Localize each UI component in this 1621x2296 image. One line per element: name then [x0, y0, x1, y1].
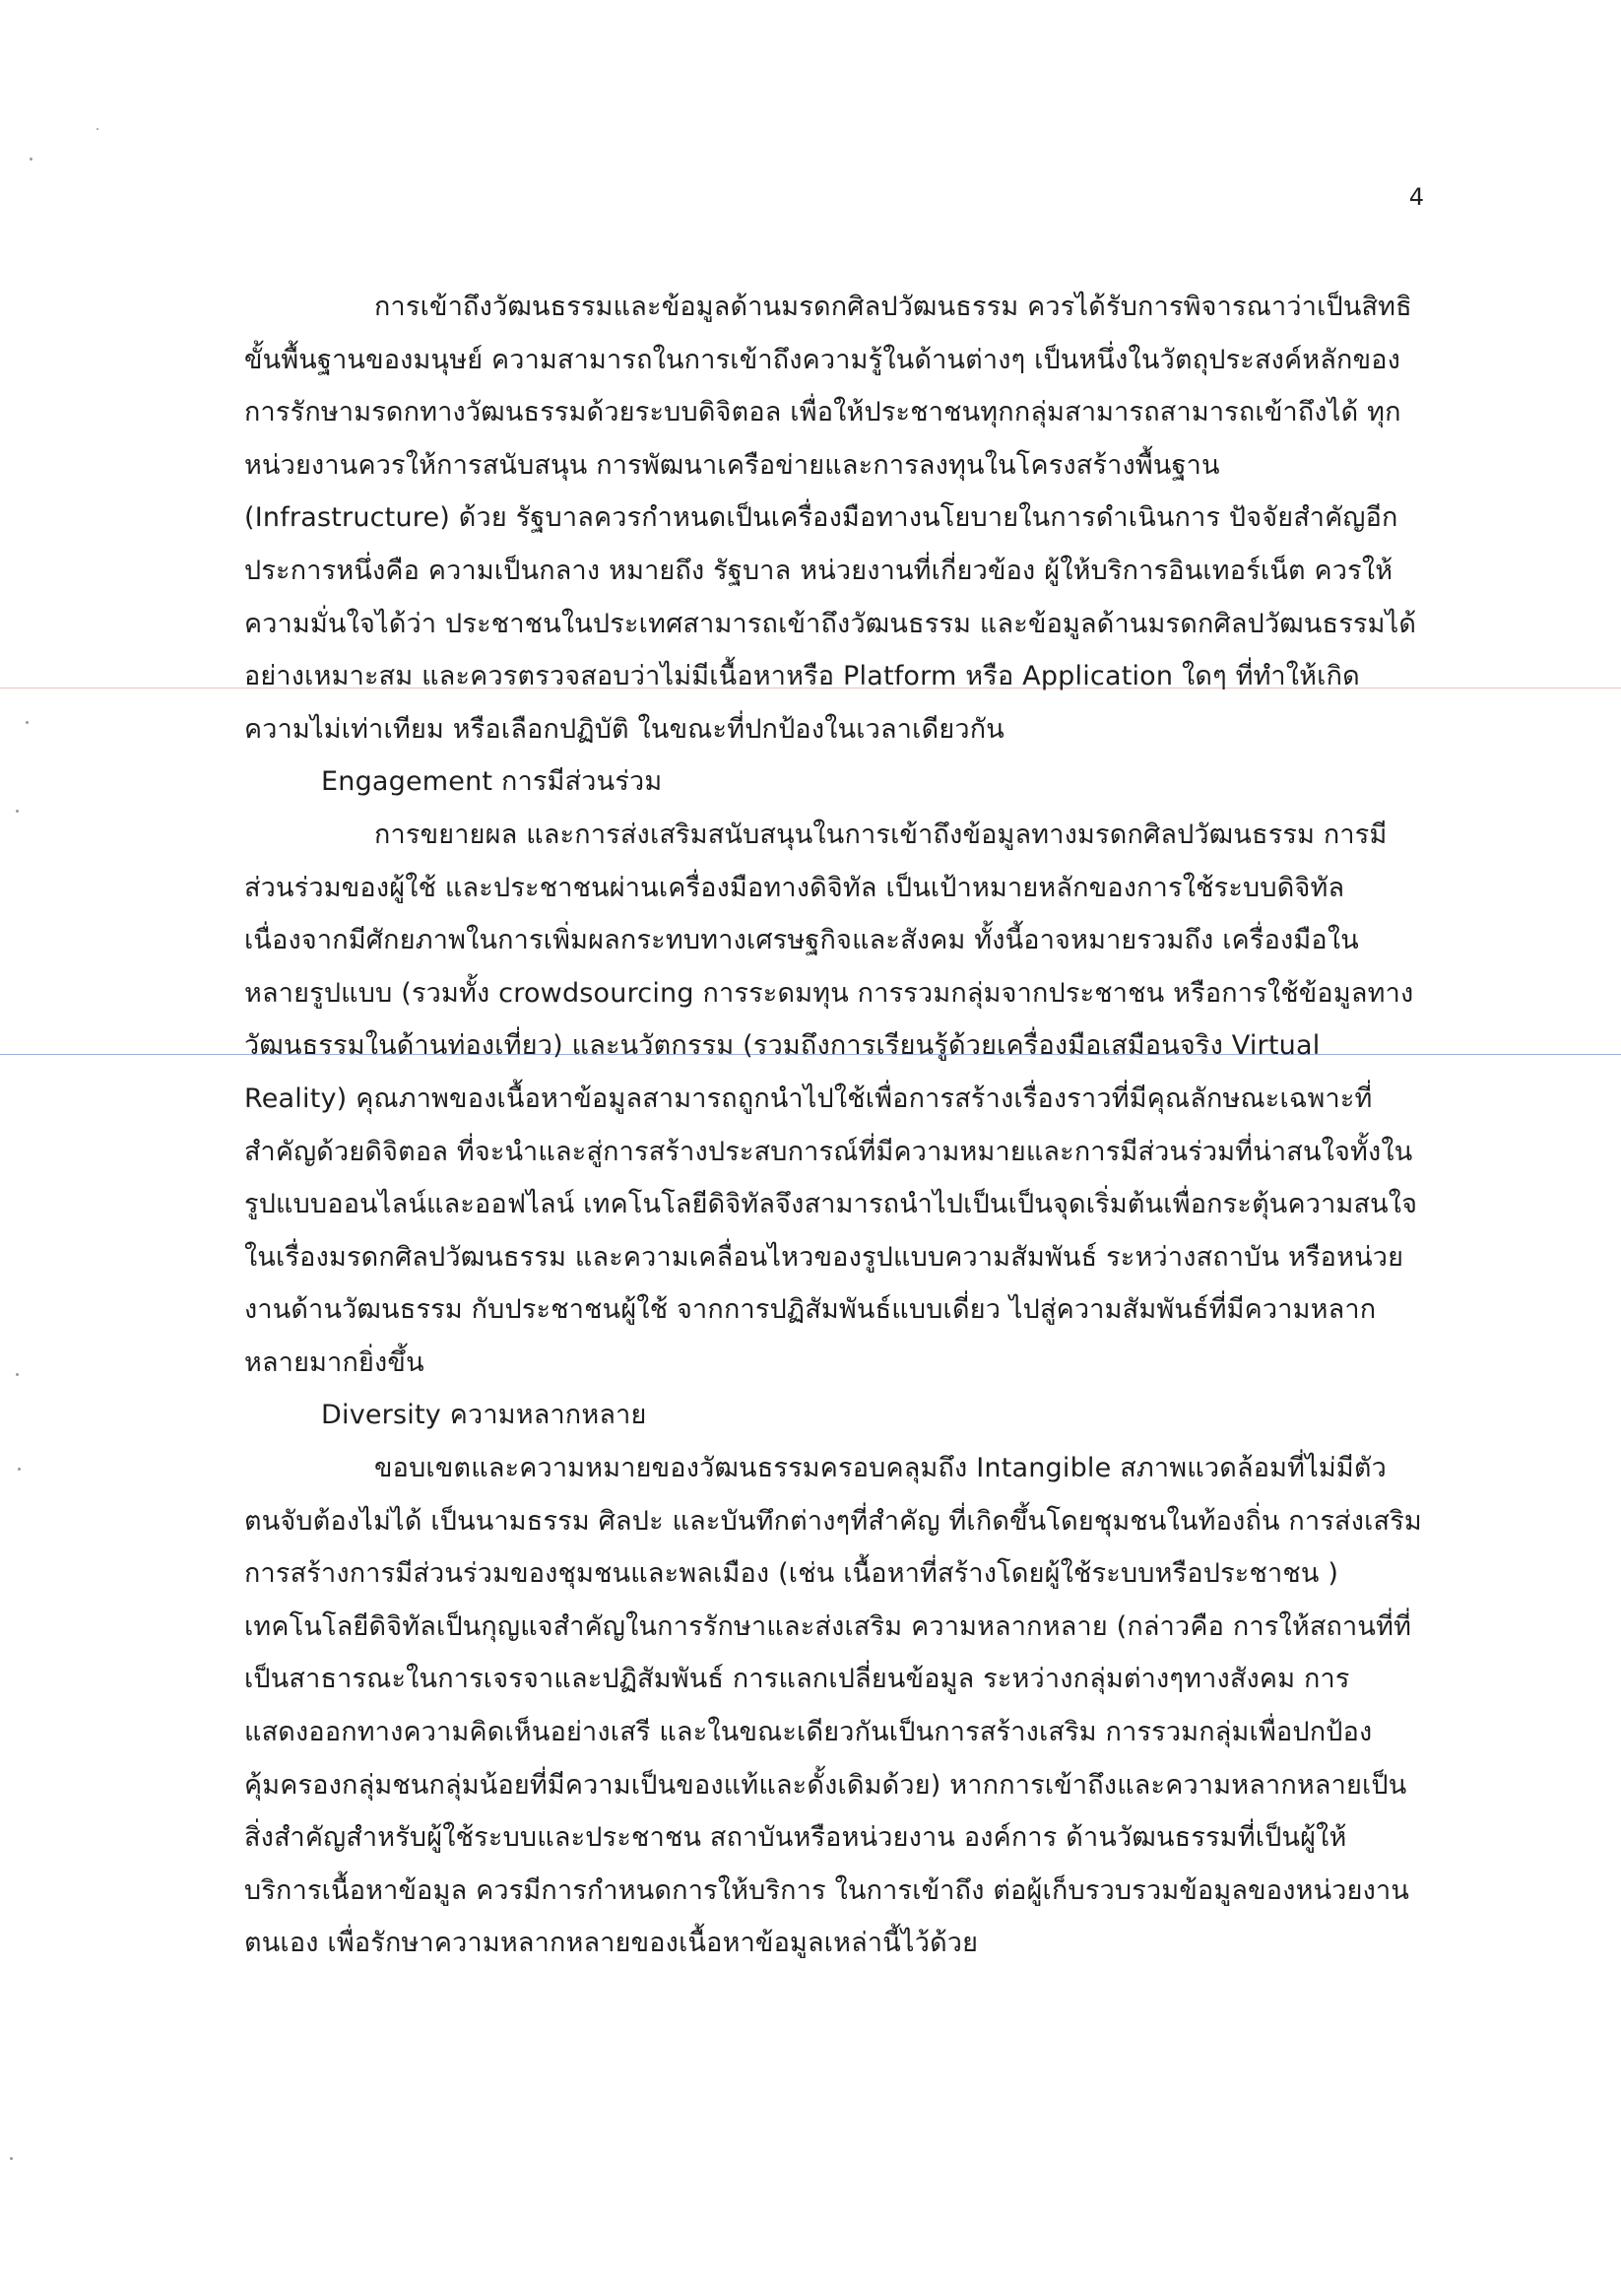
- scan-speck: [16, 810, 19, 813]
- paragraph-engagement: การขยายผล และการส่งเสริมสนับสนุนในการเข้าถึงข้อมูลทางมรดกศิลปวัฒนธรรม การมีส่วนร่วมของผู้ใช้ และประชาชนผ่านเครื่องมือทางดิจิทัล เป็นเป้าหมายหลักของการใช้ระบบดิจิทัล เนื่องจากมีศักยภาพในการเพิ่มผลกระทบทางเศรษฐกิจและสังคม ทั้งนี้อาจหมายรวมถึง เครื่องมือในหลายรูปแบบ (รวมทั้ง crowdsourcing การระดมทุน การรวมกลุ่มจากประชาชน หรือการใช้ข้อมูลทางวัฒนธรรมในด้านท่องเที่ยว) และนวัตกรรม (รวมถึงการเรียนรู้ด้วยเครื่องมือเสมือนจริง Virtual Reality) คุณภาพของเนื้อหาข้อมูลสามารถถูกนำไปใช้เพื่อการสร้างเรื่องราวที่มีคุณลักษณะเฉพาะที่สำคัญด้วยดิจิตอล ที่จะนำและสู่การสร้างประสบการณ์ที่มีความหมายและการมีส่วนร่วมที่น่าสนใจทั้งในรูปแบบออนไลน์และออฟไลน์ เทคโนโลยีดิจิทัลจึงสามารถนำไปเป็นเป็นจุดเริ่มต้นเพื่อกระตุ้นความสนใจในเรื่องมรดกศิลปวัฒนธรรม และความเคลื่อนไหวของรูปแบบความสัมพันธ์ ระหว่างสถาบัน หรือหน่วยงานด้านวัฒนธรรม กับประชาชนผู้ใช้ จากการปฏิสัมพันธ์แบบเดี่ยว ไปสู่ความสัมพันธ์ที่มีความหลากหลายมากยิ่งขึ้น: [244, 819, 1418, 1378]
- heading-engagement-th: การมีส่วนร่วม: [501, 766, 663, 798]
- section-heading-engagement: [244, 755, 1422, 809]
- heading-engagement-en: Engagement: [321, 766, 493, 798]
- scan-speck: [26, 721, 29, 724]
- scan-speck: [10, 2157, 13, 2160]
- page-number: 4: [1408, 183, 1424, 211]
- scan-speck: [97, 128, 98, 130]
- heading-diversity-th: ความหลากหลาย: [449, 1400, 647, 1431]
- scan-speck: [30, 158, 32, 161]
- paragraph-diversity: ขอบเขตและความหมายของวัฒนธรรมครอบคลุมถึง Intangible สภาพแวดล้อมที่ไม่มีตัวตนจับต้องไม่ได้ เป็นนามธรรม ศิลปะ และบันทึกต่างๆที่สำคัญ ที่เกิดขึ้นโดยชุมชนในท้องถิ่น การส่งเสริมการสร้างการมีส่วนร่วมของชุมชนและพลเมือง (เช่น เนื้อหาที่สร้างโดยผู้ใช้ระบบหรือประชาชน ) เทคโนโลยีดิจิทัลเป็นกุญแจสำคัญในการรักษาและส่งเสริม ความหลากหลาย (กล่าวคือ การให้สถานที่ที่เป็นสาธารณะในการเจรจาและปฏิสัมพันธ์ การแลกเปลี่ยนข้อมูล ระหว่างกลุ่มต่างๆทางสังคม การแสดงออกทางความคิดเห็นอย่างเสรี และในขณะเดียวกันเป็นการสร้างเสริม การรวมกลุ่มเพื่อปกป้องคุ้มครองกลุ่มชนกลุ่มน้อยที่มีความเป็นของแท้และดั้งเดิมด้วย) หากการเข้าถึงและความหลากหลายเป็นสิ่งสำคัญสำหรับผู้ใช้ระบบและประชาชน สถาบันหรือหน่วยงาน องค์การ ด้านวัฒนธรรมที่เป็นผู้ให้บริการเนื้อหาข้อมูล ควรมีการกำหนดการให้บริการ ในการเข้าถึง ต่อผู้เก็บรวบรวมข้อมูลของหน่วยงานตนเอง เพื่อรักษาความหลากหลายของเนื้อหาข้อมูลเหล่านี้ไว้ด้วย: [244, 1453, 1422, 1959]
- paragraph-access: การเข้าถึงวัฒนธรรมและข้อมูลด้านมรดกศิลปวัฒนธรรม ควรได้รับการพิจารณาว่าเป็นสิทธิขั้นพื้นฐานของมนุษย์ ความสามารถในการเข้าถึงความรู้ในด้านต่างๆ เป็นหนึ่งในวัตถุประสงค์หลักของการรักษามรดกทางวัฒนธรรมด้วยระบบดิจิตอล เพื่อให้ประชาชนทุกกลุ่มสามารถสามารถเข้าถึงได้ ทุกหน่วยงานควรให้การสนับสนุน การพัฒนาเครือข่ายและการลงทุนในโครงสร้างพื้นฐาน (Infrastructure) ด้วย รัฐบาลควรกำหนดเป็นเครื่องมือทางนโยบายในการดำเนินการ ปัจจัยสำคัญอีกประการหนึ่งคือ ความเป็นกลาง หมายถึง รัฐบาล หน่วยงานที่เกี่ยวข้อง ผู้ให้บริการอินเทอร์เน็ต ควรให้ความมั่นใจได้ว่า ประชาชนในประเทศสามารถเข้าถึงวัฒนธรรม และข้อมูลด้านมรดกศิลปวัฒนธรรมได้อย่างเหมาะสม และควรตรวจสอบว่าไม่มีเนื้อหาหรือ Platform หรือ Application ใดๆ ที่ทำให้เกิดความไม่เท่าเทียม หรือเลือกปฏิบัติ ในขณะที่ปกป้องในเวลาเดียวกัน: [244, 292, 1417, 745]
- scan-speck: [18, 1468, 21, 1471]
- heading-diversity-en: Diversity: [321, 1400, 441, 1431]
- section-heading-diversity: [244, 1389, 1422, 1442]
- scan-speck: [16, 1373, 19, 1376]
- document-body: [244, 281, 1422, 1970]
